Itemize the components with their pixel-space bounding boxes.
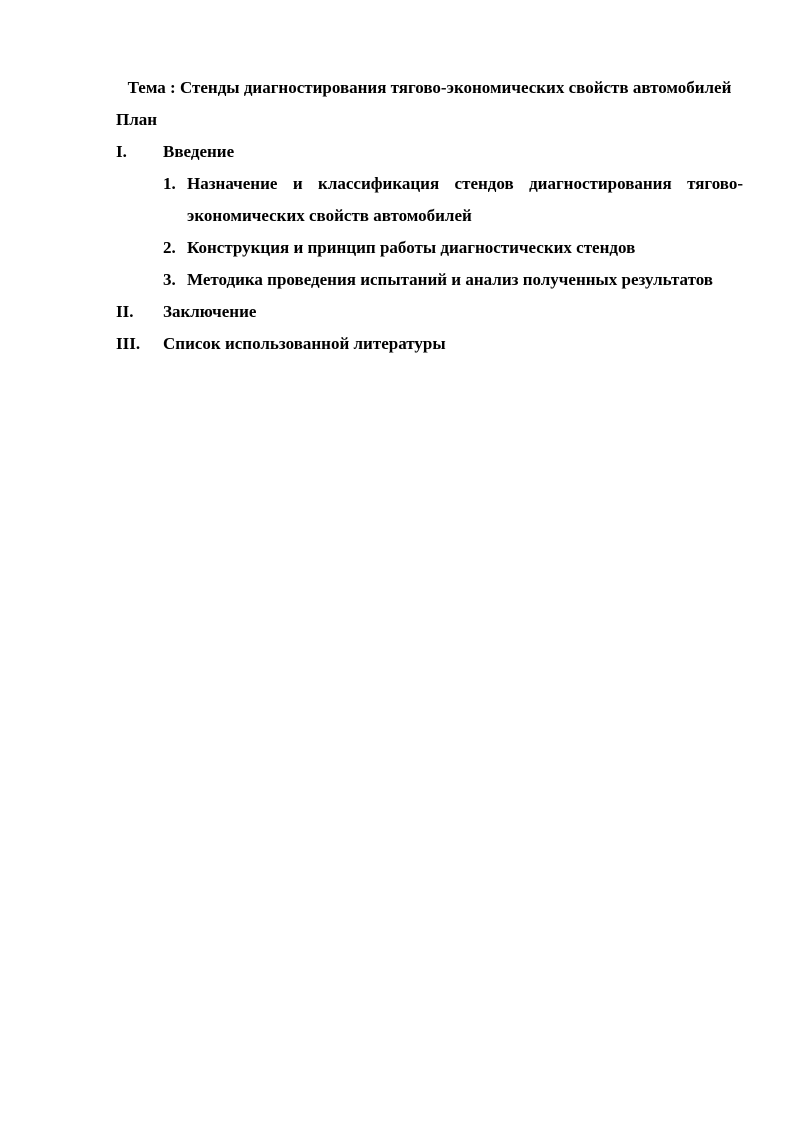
section-numeral: II. (116, 302, 134, 321)
section-introduction (116, 136, 743, 168)
list-item-text: Методика проведения испытаний и анализ полученных результатов (187, 270, 713, 289)
section-label: Введение (163, 142, 235, 161)
document-content (116, 72, 743, 360)
list-item-number: 1. (163, 174, 176, 193)
list-item-number: 3. (163, 270, 176, 289)
list-item-number: 2. (163, 238, 176, 257)
section-numeral: III. (116, 334, 141, 353)
section-numeral: I. (116, 142, 127, 161)
section-label: Список использованной литературы (163, 334, 446, 353)
section-label: Заключение (163, 302, 257, 321)
introduction-sublist (116, 168, 743, 296)
document-title: Тема : Стенды диагностирования тягово-экономических свойств автомобилей (127, 78, 732, 97)
section-conclusion (116, 296, 743, 328)
plan-heading: План (116, 110, 158, 129)
section-references (116, 328, 743, 360)
list-item-text: Конструкция и принцип работы диагностических стендов (187, 238, 636, 257)
list-item (163, 264, 743, 296)
list-item (163, 232, 743, 264)
list-item-text: Назначение и классификация стендов диагностирования тягово-экономических свойств автомобилей (187, 174, 743, 225)
list-item (163, 168, 743, 232)
